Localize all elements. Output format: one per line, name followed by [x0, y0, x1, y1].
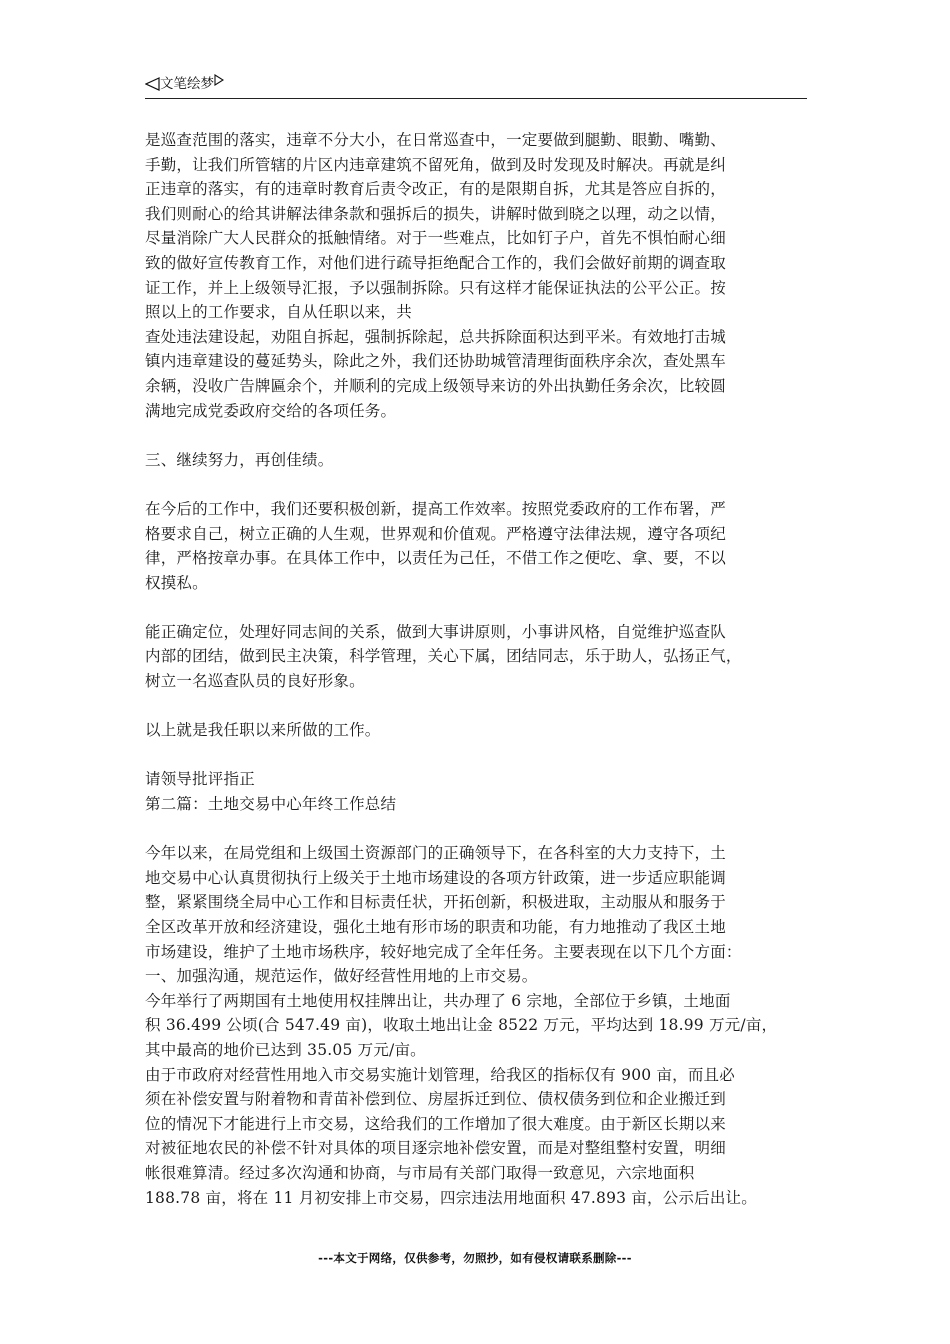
- text-line: 镇内违章建设的蔓延势头，除此之外，我们还协助城管清理街面秩序余次，查处黑车: [145, 352, 726, 371]
- text-line: 全区改革开放和经济建设，强化土地有形市场的职责和功能，有力地推动了我区土地: [145, 918, 726, 936]
- paragraph-land-trading: [145, 841, 813, 1210]
- text-line: 能正确定位，处理好同志间的关系，做到大事讲原则，小事讲风格，自觉维护巡查队: [145, 622, 726, 641]
- text-line: 市场建设，维护了土地市场秩序，较好地完成了全年任务。主要表现在以下几个方面：: [145, 942, 742, 961]
- left-triangle-icon: [145, 77, 160, 91]
- text-line: 权摸私。: [145, 573, 208, 592]
- text-line: 我们则耐心的给其讲解法律条款和强拆后的损失，讲解时做到晓之以理，动之以情，: [145, 204, 726, 223]
- text-line: 在今后的工作中，我们还要积极创新，提高工作效率。按照党委政府的工作布署，严: [145, 499, 726, 518]
- document-body: [145, 128, 813, 1210]
- text-line: 其中最高的地价已达到 35.05 万元/亩。: [145, 1040, 426, 1059]
- text-line: 188.78 亩，将在 11 月初安排上市交易，四宗违法用地面积 47.893 亩，公示后出让。: [145, 1188, 757, 1207]
- text-line: 证工作，并上上级领导汇报，予以强制拆除。只有这样才能保证执法的公平公正。按: [145, 278, 726, 297]
- text-line: 正违章的落实，有的违章时教育后责令改正，有的是限期自拆，尤其是答应自拆的，: [145, 180, 726, 199]
- text-line: 律，严格按章办事。在具体工作中，以责任为己任，不借工作之便吃、拿、要，不以: [145, 549, 726, 568]
- footer-disclaimer: ---本文于网络，仅供参考，勿照抄，如有侵权请联系删除---: [318, 1251, 632, 1265]
- text-line: 须在补偿安置与附着物和青苗补偿到位、房屋拆迁到位、债权债务到位和企业搬迁到: [145, 1090, 726, 1109]
- text-line: 位的情况下才能进行上市交易，这给我们的工作增加了很大难度。由于新区长期以来: [145, 1114, 726, 1133]
- text-line: 由于市政府对经营性用地入市交易实施计划管理，给我区的指标仅有 900 亩，而且必: [145, 1065, 735, 1084]
- text-line: 一、加强沟通，规范运作，做好经营性用地的上市交易。: [145, 967, 538, 986]
- text-line: 尽量消除广大人民群众的抵触情绪。对于一些难点，比如钉子户，首先不惧怕耐心细: [145, 229, 726, 248]
- text-line: 内部的团结，做到民主决策，科学管理，关心下属，团结同志，乐于助人，弘扬正气，: [145, 647, 742, 666]
- text-line: 手勤，让我们所管辖的片区内违章建筑不留死角，做到及时发现及时解决。再就是纠: [145, 155, 726, 174]
- section-heading: 三、继续努力，再创佳绩。: [145, 450, 334, 469]
- text-line: 查处违法建设起，劝阻自拆起，强制拆除起，总共拆除面积达到平米。有效地打击城: [145, 327, 726, 346]
- text-line: 今年以来，在局党组和上级国土资源部门的正确领导下，在各科室的大力支持下，土: [145, 844, 726, 863]
- section-title: 第二篇：土地交易中心年终工作总结: [145, 795, 397, 814]
- text-line: 格要求自己，树立正确的人生观，世界观和价值观。严格遵守法律法规，遵守各项纪: [145, 524, 726, 543]
- text-line: 照以上的工作要求，自从任职以来，共: [145, 303, 412, 322]
- text-line: 帐很难算清。经过多次沟通和协商，与市局有关部门取得一致意见，六宗地面积: [145, 1163, 695, 1182]
- closing-request: 请领导批评指正: [145, 770, 255, 789]
- header-brand-text: 文笔绘梦: [160, 76, 214, 92]
- text-line: 致的做好宣传教育工作，对他们进行疏导拒绝配合工作的，我们会做好前期的调查取: [145, 253, 726, 272]
- paragraph-future-work: [145, 497, 813, 595]
- text-line: 树立一名巡查队员的良好形象。: [145, 672, 365, 691]
- header-brand: [145, 76, 224, 92]
- page-header: [145, 74, 807, 99]
- text-line: 余辆，没收广告牌匾余个，并顺利的完成上级领导来访的外出执勤任务余次，比较圆: [145, 376, 726, 395]
- right-triangle-icon: [214, 74, 224, 86]
- text-line: 是巡查范围的落实，违章不分大小，在日常巡查中，一定要做到腿勤、眼勤、嘴勤、: [145, 131, 726, 149]
- text-line: 整，紧紧围绕全局中心工作和目标责任状，开拓创新，积极进取，主动服从和服务于: [145, 893, 726, 912]
- text-line: 地交易中心认真贯彻执行上级关于土地市场建设的各项方针政策，进一步适应职能调: [145, 868, 726, 887]
- text-line: 对被征地农民的补偿不针对具体的项目逐宗地补偿安置，而是对整组整村安置，明细: [145, 1139, 726, 1158]
- text-line: 今年举行了两期国有土地使用权挂牌出让，共办理了 6 宗地，全部位于乡镇，土地面: [145, 991, 731, 1010]
- closing-statement: 以上就是我任职以来所做的工作。: [145, 721, 381, 740]
- paragraph-inspection: [145, 128, 813, 423]
- paragraph-positioning: [145, 620, 813, 694]
- text-line: 满地完成党委政府交给的各项任务。: [145, 401, 397, 420]
- text-line: 积 36.499 公顷(合 547.49 亩)，收取土地出让金 8522 万元，平均达到 18.99 万元/亩，: [145, 1016, 778, 1035]
